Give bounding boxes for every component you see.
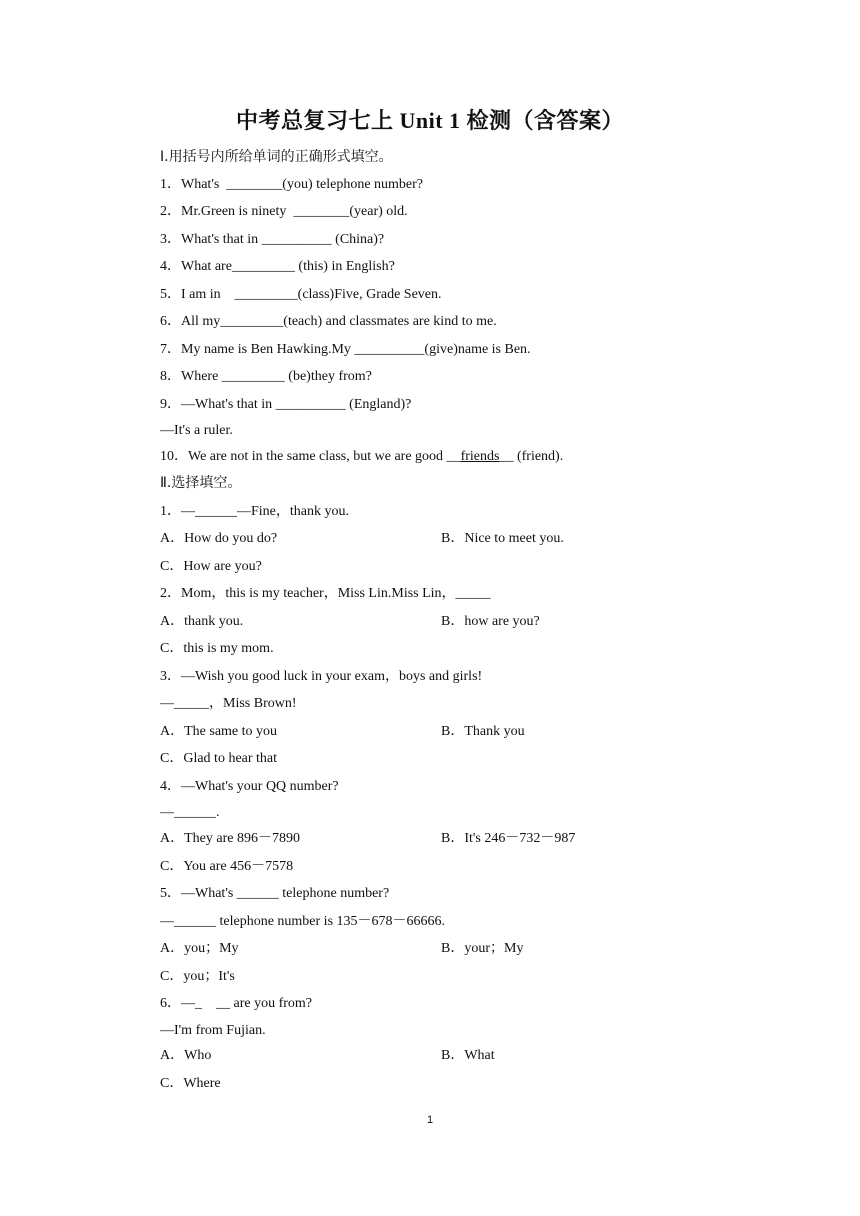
choice-q6-reply: —I'm from Fujian.: [160, 1023, 266, 1038]
fill-item-6: 6．All my_________(teach) and classmates are kind to me.: [160, 314, 497, 329]
choice-q3-option-b: B．Thank you: [441, 724, 525, 739]
fill-item-5: 5．I am in _________(class)Five, Grade Seven.: [160, 287, 442, 302]
section-1-heading: Ⅰ.用括号内所给单词的正确形式填空。: [160, 149, 393, 165]
fill-item-2: 2．Mr.Green is ninety ________(year) old.: [160, 204, 408, 219]
fill-item-8: 8．Where _________ (be)they from?: [160, 369, 372, 384]
choice-q4-stem: 4．—What's your QQ number?: [160, 779, 339, 794]
choice-q3-reply: —_____，Miss Brown!: [160, 696, 297, 711]
choice-q2-option-b: B．how are you?: [441, 614, 540, 629]
choice-q5-option-a: A．you；My: [160, 941, 239, 956]
choice-q1-stem: 1．—______—Fine，thank you.: [160, 504, 349, 519]
choice-q4-option-a: A．They are 896－7890: [160, 831, 300, 846]
document-title: 中考总复习七上 Unit 1 检测（含答案）: [235, 108, 625, 133]
choice-q1-option-a: A．How do you do?: [160, 531, 278, 546]
choice-q6-option-c: C．Where: [160, 1076, 221, 1091]
choice-q1-option-c: C．How are you?: [160, 559, 262, 574]
choice-q5-reply: —______ telephone number is 135－678－66666.: [160, 914, 446, 929]
choice-q2-option-c: C．this is my mom.: [160, 641, 274, 656]
choice-q6-option-a: A．Who: [160, 1048, 212, 1063]
choice-q5-option-c: C．you；It's: [160, 969, 235, 984]
choice-q2-option-a: A．thank you.: [160, 614, 244, 629]
choice-q4-option-b: B．It's 246－732－987: [441, 831, 576, 846]
choice-q2-stem: 2．Mom，this is my teacher，Miss Lin.Miss Lin，_____: [160, 586, 491, 601]
choice-q3-option-c: C．Glad to hear that: [160, 751, 278, 766]
page-number: 1: [426, 1114, 434, 1126]
fill-item-10-prefix: 10．We are not in the same class, but we are good __: [160, 449, 461, 464]
choice-q1-option-b: B．Nice to meet you.: [441, 531, 564, 546]
fill-item-9-reply: —It's a ruler.: [160, 423, 233, 438]
choice-q5-stem: 5．—What's ______ telephone number?: [160, 886, 390, 901]
choice-q3-option-a: A．The same to you: [160, 724, 278, 739]
fill-item-10-answer: friends: [460, 449, 500, 464]
fill-item-10-suffix: __ (friend).: [499, 449, 564, 464]
choice-q6-stem: 6．—_ __ are you from?: [160, 996, 313, 1011]
fill-item-9: 9．—What's that in __________ (England)?: [160, 397, 412, 412]
fill-item-7: 7．My name is Ben Hawking.My __________(give)name is Ben.: [160, 342, 531, 357]
fill-item-1: 1．What's ________(you) telephone number?: [160, 177, 424, 192]
choice-q6-option-b: B．What: [441, 1048, 495, 1063]
fill-item-3: 3．What's that in __________ (China)?: [160, 232, 385, 247]
section-2-heading: Ⅱ.选择填空。: [160, 475, 242, 491]
fill-item-4: 4．What are_________ (this) in English?: [160, 259, 395, 274]
choice-q4-option-c: C．You are 456－7578: [160, 859, 294, 874]
choice-q4-reply: —______.: [160, 805, 220, 820]
fill-item-10: [160, 448, 563, 466]
choice-q3-stem: 3．—Wish you good luck in your exam，boys and girls!: [160, 669, 483, 684]
choice-q5-option-b: B．your；My: [441, 941, 524, 956]
